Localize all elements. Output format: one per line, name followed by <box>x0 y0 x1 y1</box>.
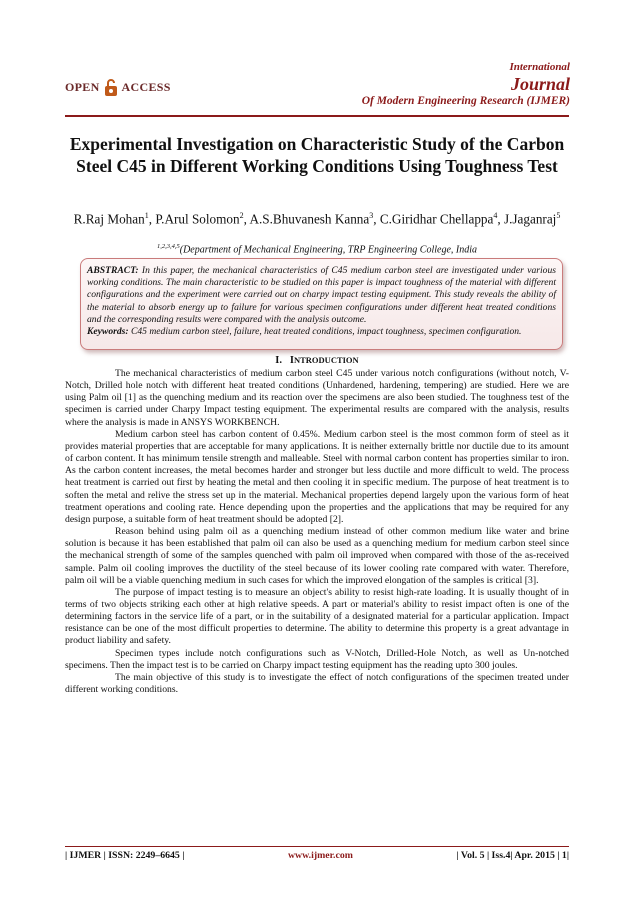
journal-line-journal: Journal <box>510 74 570 94</box>
journal-line-international: International <box>509 61 570 73</box>
journal-line-name: Of Modern Engineering Research (IJMER) <box>361 95 570 107</box>
paragraph: The purpose of impact testing is to measure an object's ability to resist high-rate loading. It is usually thought of in terms of two objects striking each other at high relative speeds. A part or material's ability to resist impact often is one of the determining factors in the service life of a part, or in the suitability of a designated material for a particular application. Impact resistance can be one of the most difficult properties to determine. The ability to determine this property is a great advantage in product liability and safety. <box>65 586 569 647</box>
paragraph: The mechanical characteristics of medium carbon steel C45 under various notch configurations (without notch, V-Notch, Drilled hole notch with different heat treated conditions (Unhardened, hardening, tempering) are studied. Here we are using Palm oil [1] as the quenching medium and its reaction over the specimens are also been studied. The toughness test of the specimen is carried under Charpy Impact testing equipment. The experimental results are compared with the analysis, results where the analysis is made in ANSYS WORKBENCH. <box>65 368 569 428</box>
abstract-label: ABSTRACT: <box>87 265 139 276</box>
paragraph: The main objective of this study is to investigate the effect of notch configurations of the specimen treated under different working conditions. <box>65 671 569 696</box>
section-number: I. <box>275 355 283 366</box>
page-footer <box>65 846 569 861</box>
author-name: A.S.Bhuvanesh Kanna <box>249 211 370 227</box>
body-text <box>65 368 569 696</box>
paragraph: Medium carbon steel has carbon content of 0.45%. Medium carbon steel is the most common form of steel as it provides material properties that are acceptable for many applications. It is neither externally brittle nor ductile due to its amount of carbon content. It has minimum tensile strength and malleable. Steel with normal carbon content has properties similar to iron. As the carbon content increases, the metal becomes harder and stronger but less ductile and more difficult to weld. The process heat treatment is carried out first by heating the metal and then cooling it in specific medium. The purpose of heat treatment is to soften the metal and relive the stress set up in the material. Mechanical properties depend largely upon the various form of heat treatment operations and cooling rate. Hence depending upon the properties and the applications that may be required for any design purpose, a suitable form of heat treatment should be adopted [2]. <box>65 428 569 525</box>
header-divider <box>65 115 569 117</box>
journal-header <box>362 60 570 108</box>
affiliation-sup: 1,2,3,4,5 <box>156 243 180 250</box>
abstract-box <box>80 258 563 350</box>
footer-volume: | Vol. 5 | Iss.4| Apr. 2015 | 1| <box>456 850 569 861</box>
author-name: J.Jaganraj <box>503 211 557 227</box>
section-title-rest: NTRODUCTION <box>293 355 359 365</box>
abstract-text: In this paper, the mechanical characteristics of C45 medium carbon steel are investigated under various working conditions. The main characteristic to be studied on this paper is impact toughness of the material with different configurations and the experiment were carried out on charpy impact testing equipment. This study reveals the ability of the material to absorb energy up to failure for various specimen configurations under different heat treated conditions and the corresponding results were compared with the analysis outcome. <box>87 265 556 325</box>
footer-issn: | IJMER | ISSN: 2249–6645 | <box>65 850 185 861</box>
affiliation <box>65 243 569 255</box>
keywords-label: Keywords: <box>87 326 129 338</box>
author-list: R.Raj Mohan$^1$, P.Arul Solomon$^2$, A.S.Bhuvanesh Kanna$^3$, C.Giridhar Chellappa$^4$, J.Jaganraj$^5$ <box>73 211 561 227</box>
open-access-left-text: OPEN <box>65 79 100 94</box>
section-title-first: I <box>289 355 294 366</box>
keywords-text: C45 medium carbon steel, failure, heat treated conditions, impact toughness, specimen configuration. <box>130 326 522 338</box>
author-sup: 5 <box>556 211 561 220</box>
footer-website-link[interactable]: www.ijmer.com <box>287 850 353 861</box>
author-name: R.Raj Mohan <box>73 211 145 227</box>
author-name: P.Arul Solomon <box>155 211 240 227</box>
affiliation-text: (Department of Mechanical Engineering, TRP Engineering College, India <box>179 244 477 256</box>
paper-title: Experimental Investigation on Characteristic Study of the Carbon Steel C45 in Different Working Conditions Using Toughness Test <box>69 134 565 176</box>
open-access-logo <box>65 78 171 96</box>
open-lock-icon <box>104 78 118 96</box>
author-name: C.Giridhar Chellappa <box>379 211 494 227</box>
author-sup: 1 <box>144 211 149 220</box>
author-sup: 4 <box>493 211 498 220</box>
author-sup: 3 <box>369 211 374 220</box>
section-heading <box>65 355 569 366</box>
paragraph: Reason behind using palm oil as a quenching medium instead of other common medium like water and brine solution is because it has been established that palm oil can also be used as a quenching medium for medium carbon steel since the mechanical strength of some of the samples quenched with palm oil improved when compared with those of the as-received sample. Palm oil cooling improves the ductility of the steel because of its lower cooling rate compared with water. Therefore, palm oil will be a viable quenching medium in such cases for which the improved elongation of the samples is critical [3]. <box>65 526 569 586</box>
open-access-right-text: ACCESS <box>121 79 171 94</box>
author-sup: 2 <box>239 211 244 220</box>
paragraph: Specimen types include notch configurations such as V-Notch, Drilled-Hole Notch, as well as Un-notched specimens. Then the impact test is to be carried on Charpy impact testing equipment has the reading upto 300 joules. <box>65 647 569 671</box>
